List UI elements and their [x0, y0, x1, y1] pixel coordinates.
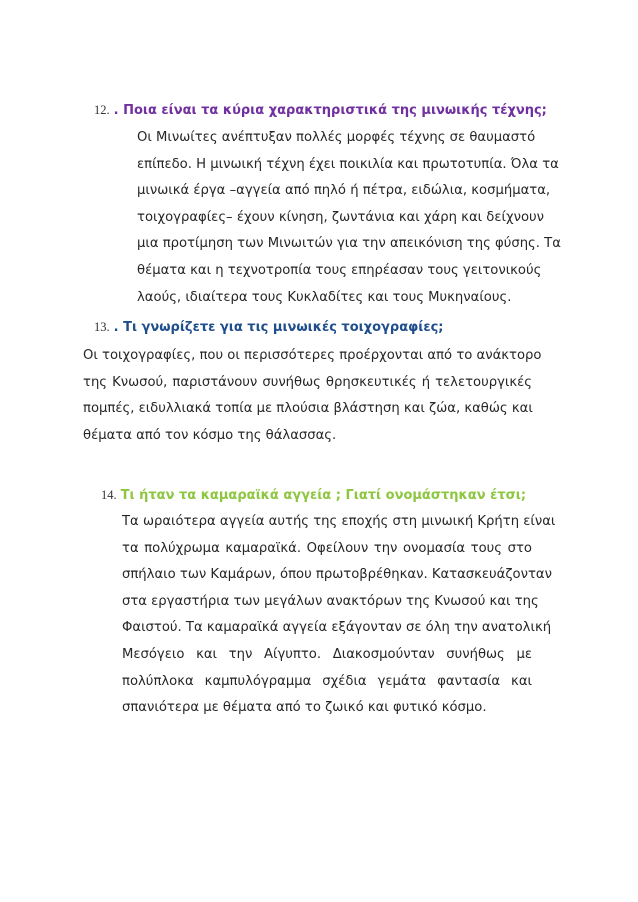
question-13-title: . Τι γνωρίζετε για τις μινωικές τοιχογραφίες;	[113, 320, 444, 335]
question-12-number: 12.	[94, 103, 110, 117]
answer-12-line: μια προτίμηση των Μινωιτών για την απεικόνιση της φύσης. Τα	[137, 236, 561, 252]
question-13-number: 13.	[94, 320, 110, 334]
answer-12-line: μινωικά έργα –αγγεία από πηλό ή πέτρα, ειδώλια, κοσμήματα,	[137, 183, 551, 199]
answer-13-line: Οι τοιχογραφίες, που οι περισσότερες προέρχονται από το ανάκτορο	[83, 348, 542, 363]
question-14-title: Τι ήταν τα καμαραϊκά αγγεία ; Γιατί ονομάστηκαν έτσι;	[120, 488, 527, 503]
question-12-title: . Ποια είναι τα κύρια χαρακτηριστικά της μινωικής τέχνης;	[113, 103, 547, 118]
answer-13-line: της Κνωσού, παριστάνουν συνήθως θρησκευτικές ή τελετουργικές	[83, 374, 532, 390]
answer-13-line: θέματα από τον κόσμο της θάλασσας.	[83, 427, 337, 443]
question-14-heading	[101, 488, 526, 503]
answer-14-line: πολύπλοκα καμπυλόγραμμα σχέδια γεμάτα φαντασία και	[122, 673, 532, 689]
answer-12-line: Οι Μινωίτες ανέπτυξαν πολλές μορφές τέχνης σε θαυμαστό	[137, 130, 536, 145]
answer-14-line: τα πολύχρωμα καμαραϊκά. Οφείλουν την ονομασία τους στο	[122, 540, 532, 556]
answer-12-line: επίπεδο. Η μινωική τέχνη έχει ποικιλία και πρωτοτυπία. Όλα τα	[137, 156, 559, 172]
answer-13-paragraph	[83, 343, 542, 449]
question-12-heading	[94, 103, 547, 118]
question-13-heading	[94, 320, 444, 335]
answer-14-line: σπήλαιο των Καμάρων, όπου πρωτοβρέθηκαν. Κατασκευάζονταν	[122, 567, 552, 583]
answer-14-line: Τα ωραιότερα αγγεία αυτής της εποχής στη μινωική Κρήτη είναι	[122, 514, 556, 529]
answer-13-line: πομπές, ειδυλλιακά τοπία με πλούσια βλάστηση και ζώα, καθώς και	[83, 401, 533, 417]
answer-12-paragraph	[137, 125, 561, 311]
question-14-number: 14.	[101, 488, 117, 502]
answer-14-line: στα εργαστήρια των μεγάλων ανακτόρων της Κνωσού και της	[122, 593, 539, 609]
answer-14-line: Φαιστού. Τα καμαραϊκά αγγεία εξάγονταν σε όλη την ανατολική	[122, 620, 552, 636]
answer-14-paragraph	[122, 509, 556, 722]
answer-12-line: θέματα και η τεχνοτροπία τους επηρέασαν τους γειτονικούς	[137, 262, 542, 278]
answer-12-line: τοιχογραφίες– έχουν κίνηση, ζωντάνια και χάρη και δείχνουν	[137, 209, 545, 225]
answer-12-line: λαούς, ιδιαίτερα τους Κυκλαδίτες και τους Μυκηναίους.	[137, 289, 512, 305]
answer-14-line: Μεσόγειο και την Αίγυπτο. Διακοσμούνταν συνήθως με	[122, 646, 532, 662]
answer-14-line: σπανιότερα με θέματα από το ζωικό και φυτικό κόσμο.	[122, 700, 487, 716]
